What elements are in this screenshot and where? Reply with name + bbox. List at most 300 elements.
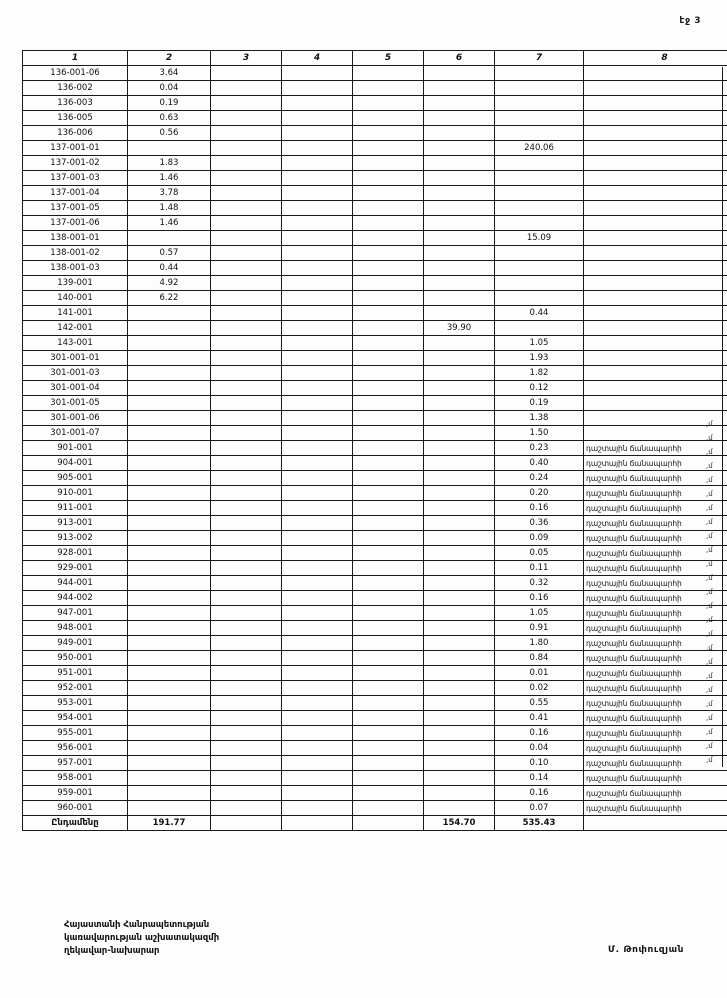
table-cell-1: 957-001 <box>23 756 128 771</box>
table-cell-6 <box>424 396 495 411</box>
table-cell-2 <box>128 426 211 441</box>
table-cell-7 <box>495 276 584 291</box>
table-cell-4 <box>282 291 353 306</box>
table-cell-1: 136-003 <box>23 96 128 111</box>
table-cell-5 <box>353 516 424 531</box>
table-cell-2 <box>128 456 211 471</box>
table-cell-8: դաշտային ճանապարհի <box>584 501 727 516</box>
table-cell-8: դաշտային ճանապարհի <box>584 666 727 681</box>
column-header-4: 4 <box>282 51 353 66</box>
table-cell-8: դաշտային ճանապարհի <box>584 681 727 696</box>
table-cell-6 <box>424 126 495 141</box>
margin-cell: ,մ <box>705 431 723 445</box>
table-cell-4 <box>282 216 353 231</box>
table-cell-5 <box>353 741 424 756</box>
table-cell-1: 137-001-05 <box>23 201 128 216</box>
table-cell-5 <box>353 801 424 816</box>
table-cell-4 <box>282 156 353 171</box>
table-cell-4 <box>282 666 353 681</box>
margin-cell <box>705 95 723 109</box>
margin-cell: ,մ <box>705 627 723 641</box>
table-cell-4 <box>282 246 353 261</box>
table-cell-8: դաշտային ճանապարհի <box>584 621 727 636</box>
table-cell-3 <box>211 171 282 186</box>
table-cell-2 <box>128 411 211 426</box>
table-cell-6 <box>424 171 495 186</box>
table-cell-3 <box>211 591 282 606</box>
table-cell-1: 901-001 <box>23 441 128 456</box>
table-cell-3 <box>211 501 282 516</box>
table-row <box>23 426 727 441</box>
table-cell-7 <box>495 216 584 231</box>
margin-cell: ,մ <box>705 445 723 459</box>
table-cell-6 <box>424 606 495 621</box>
table-cell-1: 301-001-06 <box>23 411 128 426</box>
table-cell-3 <box>211 81 282 96</box>
table-cell-4 <box>282 606 353 621</box>
table-cell-5 <box>353 756 424 771</box>
table-row <box>23 81 727 96</box>
column-header-7: 7 <box>495 51 584 66</box>
margin-cell <box>705 123 723 137</box>
margin-cell <box>705 375 723 389</box>
table-cell-6 <box>424 111 495 126</box>
margin-cell <box>705 277 723 291</box>
table-cell-4 <box>282 486 353 501</box>
table-cell-2: 0.56 <box>128 126 211 141</box>
table-row <box>23 726 727 741</box>
table-cell-5 <box>353 486 424 501</box>
table-cell-3 <box>211 216 282 231</box>
table-cell-4 <box>282 96 353 111</box>
table-cell-1: 137-001-02 <box>23 156 128 171</box>
table-cell-1: 913-001 <box>23 516 128 531</box>
table-cell-3 <box>211 516 282 531</box>
table-cell-6 <box>424 801 495 816</box>
table-cell-1: 301-001-01 <box>23 351 128 366</box>
table-row <box>23 66 727 81</box>
table-cell-2: 0.44 <box>128 261 211 276</box>
margin-cell: ,մ <box>705 753 723 767</box>
table-cell-8: դաշտային ճանապարհի <box>584 711 727 726</box>
table-cell-6: 39.90 <box>424 321 495 336</box>
table-cell-1: 958-001 <box>23 771 128 786</box>
table-cell-1: 137-001-01 <box>23 141 128 156</box>
table-cell-3 <box>211 111 282 126</box>
table-cell-1: 951-001 <box>23 666 128 681</box>
table-row <box>23 246 727 261</box>
table-cell-3 <box>211 156 282 171</box>
table-cell-6 <box>424 636 495 651</box>
margin-cell <box>705 67 723 81</box>
table-cell-3 <box>211 381 282 396</box>
table-cell-6 <box>424 666 495 681</box>
table-row <box>23 351 727 366</box>
table-cell-4 <box>282 741 353 756</box>
margin-cell <box>705 137 723 151</box>
total-cell-5 <box>353 816 424 831</box>
table-cell-1: 928-001 <box>23 546 128 561</box>
table-cell-7: 0.16 <box>495 591 584 606</box>
table-cell-7: 1.38 <box>495 411 584 426</box>
margin-cell: ,մ <box>705 599 723 613</box>
table-cell-4 <box>282 591 353 606</box>
table-cell-5 <box>353 546 424 561</box>
table-row <box>23 456 727 471</box>
margin-cell: ,մ <box>705 459 723 473</box>
table-cell-1: 952-001 <box>23 681 128 696</box>
table-cell-2 <box>128 621 211 636</box>
table-cell-1: 959-001 <box>23 786 128 801</box>
table-cell-8: դաշտային ճանապարհի <box>584 741 727 756</box>
table-cell-3 <box>211 291 282 306</box>
table-cell-5 <box>353 246 424 261</box>
table-cell-3 <box>211 711 282 726</box>
table-cell-7: 0.04 <box>495 741 584 756</box>
table-cell-8: դաշտային ճանապարհի <box>584 486 727 501</box>
table-cell-8: դաշտային ճանապարհի <box>584 516 727 531</box>
table-cell-7: 0.01 <box>495 666 584 681</box>
table-row <box>23 396 727 411</box>
table-cell-5 <box>353 111 424 126</box>
table-cell-4 <box>282 111 353 126</box>
table-cell-3 <box>211 471 282 486</box>
table-cell-8: դաշտային ճանապարհի <box>584 636 727 651</box>
table-cell-7: 15.09 <box>495 231 584 246</box>
margin-cell: ,մ <box>705 543 723 557</box>
table-row <box>23 756 727 771</box>
table-cell-6 <box>424 216 495 231</box>
table-cell-2: 1.83 <box>128 156 211 171</box>
table-cell-5 <box>353 561 424 576</box>
table-row <box>23 561 727 576</box>
table-cell-1: 949-001 <box>23 636 128 651</box>
table-cell-2: 6.22 <box>128 291 211 306</box>
table-cell-4 <box>282 726 353 741</box>
table-cell-5 <box>353 576 424 591</box>
table-cell-5 <box>353 81 424 96</box>
table-cell-5 <box>353 171 424 186</box>
table-cell-7 <box>495 96 584 111</box>
table-cell-5 <box>353 531 424 546</box>
table-row <box>23 681 727 696</box>
table-row <box>23 291 727 306</box>
table-cell-6 <box>424 786 495 801</box>
table-cell-3 <box>211 651 282 666</box>
table-row <box>23 231 727 246</box>
table-cell-5 <box>353 126 424 141</box>
table-cell-6 <box>424 756 495 771</box>
table-cell-7: 1.82 <box>495 366 584 381</box>
table-cell-2 <box>128 756 211 771</box>
margin-cell: ,մ <box>705 473 723 487</box>
land-parcel-table <box>22 50 727 831</box>
column-header-1: 1 <box>23 51 128 66</box>
table-total-row <box>23 816 727 831</box>
table-cell-1: 955-001 <box>23 726 128 741</box>
table-cell-3 <box>211 96 282 111</box>
table-cell-6 <box>424 441 495 456</box>
table-cell-6 <box>424 531 495 546</box>
table-cell-3 <box>211 336 282 351</box>
margin-cell <box>705 221 723 235</box>
table-cell-1: 956-001 <box>23 741 128 756</box>
table-cell-6 <box>424 291 495 306</box>
table-cell-4 <box>282 171 353 186</box>
table-cell-2 <box>128 591 211 606</box>
margin-cell <box>705 291 723 305</box>
margin-cell <box>705 193 723 207</box>
table-cell-2: 1.48 <box>128 201 211 216</box>
table-row <box>23 801 727 816</box>
table-cell-8: դաշտային ճանապարհի <box>584 786 727 801</box>
table-cell-6 <box>424 411 495 426</box>
table-cell-4 <box>282 681 353 696</box>
table-cell-2 <box>128 441 211 456</box>
margin-cell: ,մ <box>705 683 723 697</box>
table-cell-6 <box>424 771 495 786</box>
table-cell-5 <box>353 336 424 351</box>
table-cell-8: դաշտային ճանապարհի <box>584 651 727 666</box>
table-cell-1: 138-001-01 <box>23 231 128 246</box>
table-cell-2: 3.64 <box>128 66 211 81</box>
table-cell-7: 0.24 <box>495 471 584 486</box>
table-cell-4 <box>282 786 353 801</box>
margin-cell: ,մ <box>705 655 723 669</box>
table-cell-4 <box>282 756 353 771</box>
table-cell-7: 0.12 <box>495 381 584 396</box>
table-cell-5 <box>353 261 424 276</box>
table-cell-3 <box>211 531 282 546</box>
table-cell-3 <box>211 726 282 741</box>
table-cell-2: 0.57 <box>128 246 211 261</box>
table-cell-1: 947-001 <box>23 606 128 621</box>
table-cell-2 <box>128 606 211 621</box>
table-cell-8: դաշտային ճանապարհի <box>584 471 727 486</box>
table-cell-4 <box>282 261 353 276</box>
table-cell-6 <box>424 351 495 366</box>
table-cell-6 <box>424 141 495 156</box>
total-cell-7: 535.43 <box>495 816 584 831</box>
table-cell-7 <box>495 261 584 276</box>
document-footer <box>64 919 684 958</box>
table-cell-3 <box>211 741 282 756</box>
table-cell-4 <box>282 576 353 591</box>
table-cell-2 <box>128 801 211 816</box>
table-cell-7: 0.10 <box>495 756 584 771</box>
table-cell-6 <box>424 81 495 96</box>
table-cell-7 <box>495 126 584 141</box>
table-row <box>23 186 727 201</box>
table-cell-3 <box>211 456 282 471</box>
table-cell-1: 139-001 <box>23 276 128 291</box>
table-cell-4 <box>282 531 353 546</box>
table-cell-4 <box>282 696 353 711</box>
table-cell-8: դաշտային ճանապարհի <box>584 576 727 591</box>
table-cell-2 <box>128 786 211 801</box>
table-cell-3 <box>211 486 282 501</box>
table-cell-7 <box>495 291 584 306</box>
table-cell-2 <box>128 741 211 756</box>
table-cell-7: 1.50 <box>495 426 584 441</box>
margin-cell: ,մ <box>705 515 723 529</box>
table-cell-5 <box>353 591 424 606</box>
table-cell-8: դաշտային ճանապարհի <box>584 456 727 471</box>
table-cell-7: 0.16 <box>495 726 584 741</box>
table-cell-1: 950-001 <box>23 651 128 666</box>
table-cell-7: 0.09 <box>495 531 584 546</box>
margin-cell: ,մ <box>705 711 723 725</box>
table-cell-5 <box>353 291 424 306</box>
table-cell-5 <box>353 726 424 741</box>
margin-cell <box>705 109 723 123</box>
table-cell-3 <box>211 261 282 276</box>
table-cell-4 <box>282 66 353 81</box>
table-cell-4 <box>282 276 353 291</box>
margin-cell: ,մ <box>705 487 723 501</box>
table-cell-5 <box>353 786 424 801</box>
table-cell-6 <box>424 726 495 741</box>
table-cell-3 <box>211 321 282 336</box>
table-cell-5 <box>353 201 424 216</box>
table-cell-5 <box>353 636 424 651</box>
table-cell-2: 1.46 <box>128 171 211 186</box>
table-cell-5 <box>353 381 424 396</box>
table-cell-5 <box>353 231 424 246</box>
table-cell-6 <box>424 561 495 576</box>
table-cell-5 <box>353 666 424 681</box>
table-cell-1: 913-002 <box>23 531 128 546</box>
table-cell-2 <box>128 666 211 681</box>
table-row <box>23 201 727 216</box>
table-cell-7: 0.16 <box>495 501 584 516</box>
margin-cell: ,մ <box>705 613 723 627</box>
table-cell-1: 301-001-07 <box>23 426 128 441</box>
table-cell-2 <box>128 351 211 366</box>
table-row <box>23 411 727 426</box>
table-cell-1: 301-001-05 <box>23 396 128 411</box>
footer-line-2: կառավարության աշխատակազմի <box>64 933 220 943</box>
table-cell-3 <box>211 561 282 576</box>
table-cell-3 <box>211 306 282 321</box>
table-cell-3 <box>211 681 282 696</box>
table-cell-7: 0.40 <box>495 456 584 471</box>
margin-cell: ,մ <box>705 669 723 683</box>
table-cell-6 <box>424 336 495 351</box>
table-cell-2 <box>128 711 211 726</box>
table-cell-5 <box>353 621 424 636</box>
table-cell-6 <box>424 276 495 291</box>
table-row <box>23 531 727 546</box>
table-cell-3 <box>211 621 282 636</box>
table-cell-5 <box>353 66 424 81</box>
footer-line-1: Հայաստանի Հանրապետության <box>64 920 210 930</box>
table-cell-4 <box>282 396 353 411</box>
table-cell-2 <box>128 696 211 711</box>
table-cell-4 <box>282 81 353 96</box>
table-cell-3 <box>211 756 282 771</box>
table-row <box>23 486 727 501</box>
table-cell-2 <box>128 771 211 786</box>
table-row <box>23 711 727 726</box>
table-cell-2: 0.04 <box>128 81 211 96</box>
table-cell-1: 301-001-03 <box>23 366 128 381</box>
table-cell-4 <box>282 711 353 726</box>
table-cell-1: 954-001 <box>23 711 128 726</box>
table-cell-7: 0.02 <box>495 681 584 696</box>
table-cell-8: դաշտային ճանապարհի <box>584 591 727 606</box>
table-cell-8: դաշտային ճանապարհի <box>584 726 727 741</box>
table-cell-3 <box>211 576 282 591</box>
table-row <box>23 441 727 456</box>
table-cell-3 <box>211 426 282 441</box>
table-row <box>23 111 727 126</box>
table-cell-6 <box>424 711 495 726</box>
table-cell-4 <box>282 546 353 561</box>
table-cell-7: 240.06 <box>495 141 584 156</box>
table-cell-6 <box>424 231 495 246</box>
table-row <box>23 96 727 111</box>
table-cell-4 <box>282 801 353 816</box>
margin-cell <box>705 305 723 319</box>
table-row <box>23 786 727 801</box>
table-cell-2: 0.63 <box>128 111 211 126</box>
table-cell-2 <box>128 561 211 576</box>
total-cell-6: 154.70 <box>424 816 495 831</box>
table-cell-6 <box>424 681 495 696</box>
total-cell-4 <box>282 816 353 831</box>
table-cell-2: 4.92 <box>128 276 211 291</box>
table-cell-3 <box>211 666 282 681</box>
table-cell-6 <box>424 261 495 276</box>
table-cell-3 <box>211 396 282 411</box>
margin-cell: ,մ <box>705 697 723 711</box>
table-row <box>23 591 727 606</box>
table-cell-3 <box>211 786 282 801</box>
table-cell-1: 301-001-04 <box>23 381 128 396</box>
table-cell-7: 0.44 <box>495 306 584 321</box>
table-cell-1: 141-001 <box>23 306 128 321</box>
table-body <box>23 51 727 831</box>
table-cell-5 <box>353 321 424 336</box>
table-cell-5 <box>353 306 424 321</box>
table-cell-4 <box>282 771 353 786</box>
table-cell-2 <box>128 141 211 156</box>
table-row <box>23 666 727 681</box>
table-cell-5 <box>353 396 424 411</box>
margin-cell <box>705 151 723 165</box>
table-cell-1: 137-001-04 <box>23 186 128 201</box>
table-row <box>23 741 727 756</box>
table-row <box>23 381 727 396</box>
total-cell-1: Ընդամենը <box>23 816 128 831</box>
table-cell-6 <box>424 96 495 111</box>
table-cell-3 <box>211 636 282 651</box>
table-cell-2 <box>128 231 211 246</box>
table-cell-7: 0.05 <box>495 546 584 561</box>
table-cell-6 <box>424 186 495 201</box>
margin-cell: ,մ <box>705 641 723 655</box>
table-cell-1: 136-001-06 <box>23 66 128 81</box>
table-cell-5 <box>353 771 424 786</box>
table-cell-6 <box>424 456 495 471</box>
table-cell-7: 0.55 <box>495 696 584 711</box>
table-cell-7: 0.36 <box>495 516 584 531</box>
table-row <box>23 771 727 786</box>
table-row <box>23 306 727 321</box>
column-header-6: 6 <box>424 51 495 66</box>
margin-cell <box>705 333 723 347</box>
